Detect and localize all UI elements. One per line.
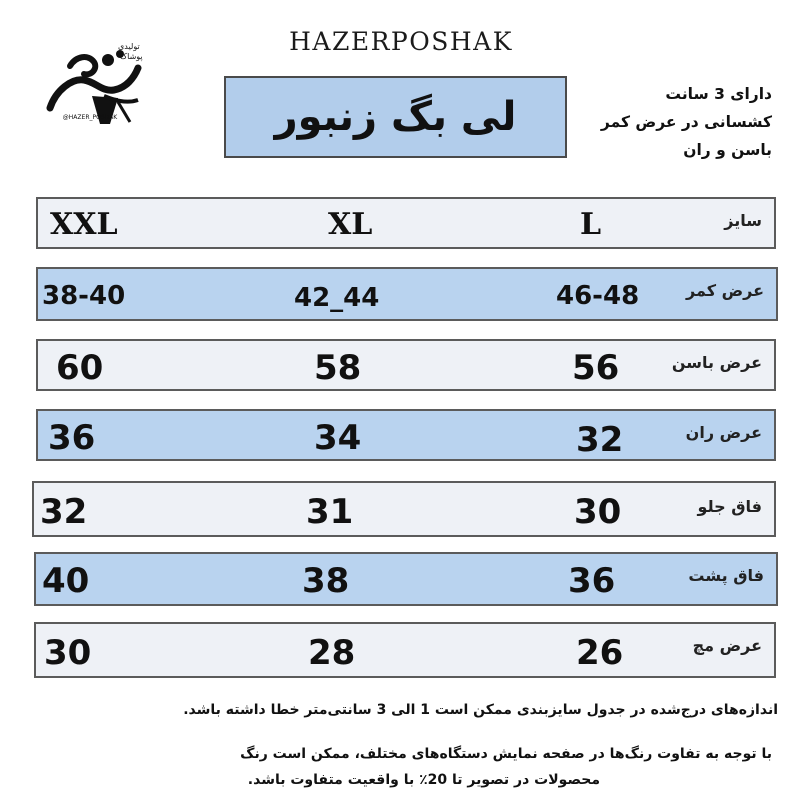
logo-small-text-2: پوشاک bbox=[120, 52, 143, 61]
product-title: لی بگ زنبور bbox=[274, 94, 517, 140]
hip-xxl: 60 bbox=[56, 348, 104, 388]
size-xxl: XXL bbox=[50, 207, 118, 242]
row-waist-label: عرض کمر bbox=[686, 281, 764, 300]
front-rise-xl: 31 bbox=[306, 492, 354, 532]
row-ankle-label: عرض مچ bbox=[692, 636, 762, 655]
note-line-3: باسن و ران bbox=[683, 141, 772, 159]
footer-note-1: اندازه‌های درج‌شده در جدول سایزبندی ممکن است 1 الی 3 سانتی‌متر خطا داشته باشد. bbox=[183, 702, 778, 718]
row-back-rise-label: فاق پشت bbox=[688, 566, 764, 585]
stretch-note bbox=[572, 80, 772, 164]
back-rise-l: 36 bbox=[568, 561, 616, 601]
waist-xl: 42_44 bbox=[294, 283, 380, 313]
hip-l: 56 bbox=[572, 348, 620, 388]
row-waist bbox=[36, 267, 778, 321]
brand-name: HAZERPOSHAK bbox=[289, 27, 513, 56]
logo-handle: @HAZER_POSHAK bbox=[62, 114, 118, 121]
row-back-rise bbox=[34, 552, 778, 606]
front-rise-xxl: 32 bbox=[40, 492, 88, 532]
row-ankle bbox=[34, 622, 776, 678]
size-l: L bbox=[580, 207, 602, 242]
size-xl: XL bbox=[328, 207, 373, 242]
ankle-xl: 28 bbox=[308, 633, 356, 673]
thigh-xxl: 36 bbox=[48, 418, 96, 458]
row-thigh-label: عرض ران bbox=[685, 423, 762, 442]
size-header-row bbox=[36, 197, 776, 249]
hip-xl: 58 bbox=[314, 348, 362, 388]
row-front-rise bbox=[32, 481, 776, 537]
thigh-xl: 34 bbox=[314, 418, 362, 458]
title-box bbox=[224, 76, 567, 158]
ankle-l: 26 bbox=[576, 633, 624, 673]
size-header-label: سایز bbox=[724, 211, 762, 230]
waist-l: 46-48 bbox=[556, 281, 640, 311]
waist-xxl: 38-40 bbox=[42, 281, 126, 311]
thigh-l: 32 bbox=[576, 420, 624, 460]
note-line-1: دارای 3 سانت bbox=[665, 85, 772, 103]
logo-small-text-1: تولیدی bbox=[118, 42, 140, 51]
back-rise-xl: 38 bbox=[302, 561, 350, 601]
back-rise-xxl: 40 bbox=[42, 561, 90, 601]
ankle-xxl: 30 bbox=[44, 633, 92, 673]
note-line-2: کشسانی در عرض کمر bbox=[600, 113, 772, 131]
row-thigh bbox=[36, 409, 776, 461]
footer-note-2: با توجه به تفاوت رنگ‌ها در صفحه نمایش دستگاه‌های مختلف، ممکن است رنگ bbox=[240, 746, 772, 762]
row-front-rise-label: فاق جلو bbox=[697, 497, 762, 516]
row-hip-label: عرض باسن bbox=[671, 353, 762, 372]
row-hip bbox=[36, 339, 776, 391]
front-rise-l: 30 bbox=[574, 492, 622, 532]
footer-note-3: محصولات در تصویر تا 20٪ با واقعیت متفاوت باشد. bbox=[247, 772, 600, 788]
